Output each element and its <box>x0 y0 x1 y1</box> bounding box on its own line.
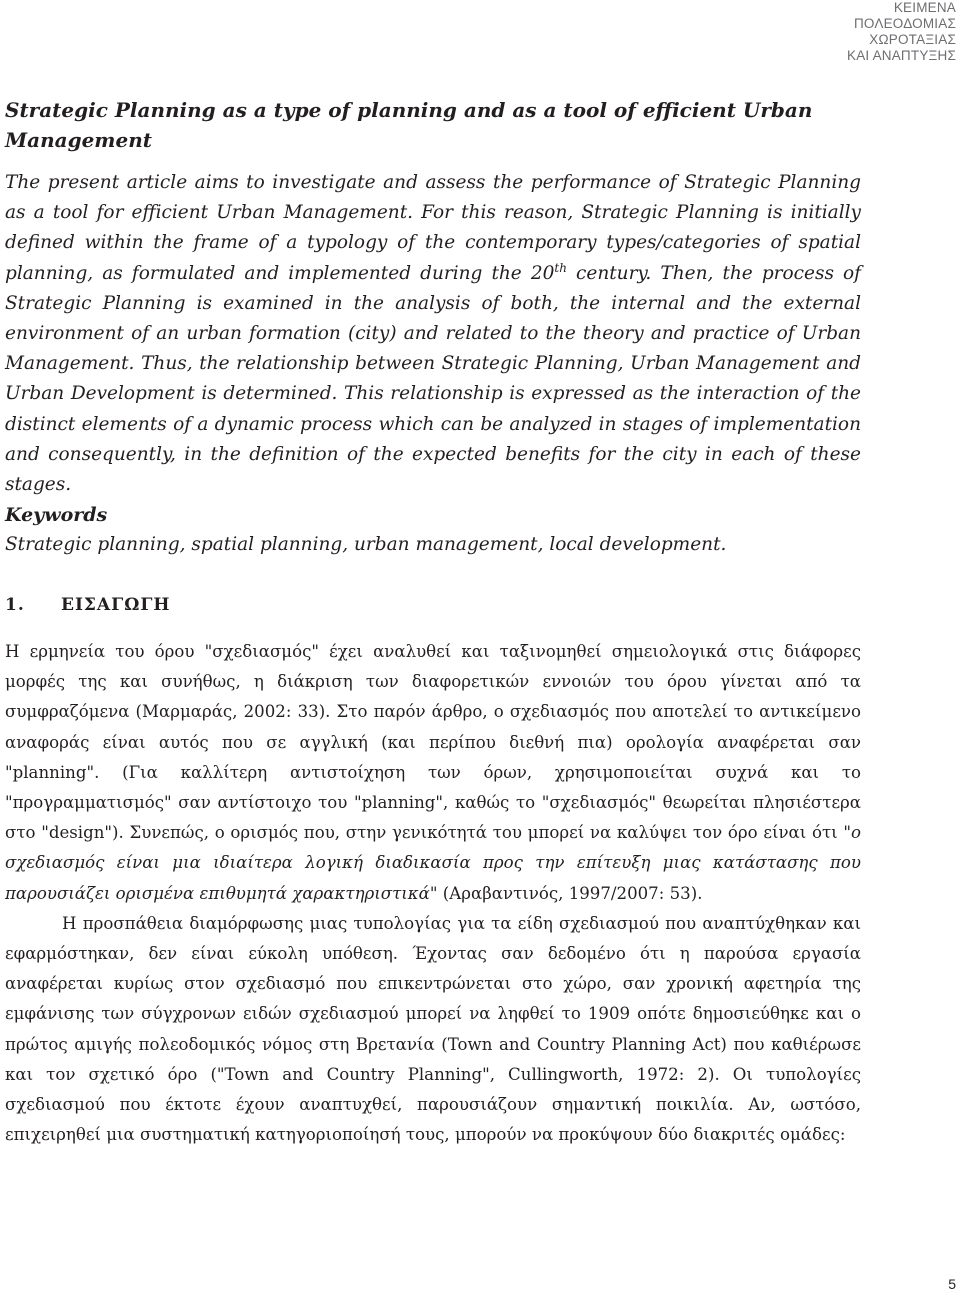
ordinal-superscript: th <box>554 260 567 275</box>
section-title: ΕΙΣΑΓΩΓΗ <box>61 595 171 615</box>
keywords-label: Keywords <box>5 504 108 527</box>
running-header-line: ΚΕΙΜΕΝΑ <box>893 0 956 15</box>
abstract-text-part2: century. Then, the process of Strategic Planning is examined in the analysis of both, the internal and the external environment of an urban formation (city) and related to the theory and practice of Urban Management. Thus, the relationship between Strategic Planning, Urban Management and Urban Development is determined. This relationship is expressed as the interaction of the distinct elements of a dynamic process which can be analyzed in stages of implementation and consequently, in the definition of the expected benefits for the city in each of these stages. <box>5 262 861 496</box>
section-heading <box>5 590 861 620</box>
page-number: 5 <box>948 1276 956 1292</box>
abstract-title: Strategic Planning as a type of planning and as a tool of efficient Urban Management <box>5 98 813 152</box>
section-number: 1. <box>5 595 25 615</box>
italic-quote: ο σχεδιασμός είναι μια ιδιαίτερα λογική διαδικασία προς την επίτευξη μιας κατάστασης που παρουσιάζει ορισμένα επιθυμητά χαρακτηριστικά <box>5 823 861 903</box>
paragraph <box>5 637 861 909</box>
abstract-body <box>5 168 861 500</box>
running-header-line: ΚΑΙ ΑΝΑΠΤΥΞΗΣ <box>847 48 956 63</box>
abstract-text-part1: The present article aims to investigate and assess the performance of Strategic Planning as a tool for efficient Urban Management. For this reason, Strategic Planning is initially defined within the frame of a typology of the contemporary types/categories of spatial planning, as formulated and implemented during the 20 <box>5 172 861 284</box>
running-header-line: ΠΟΛΕΟΔΟΜΙΑΣ <box>853 16 956 31</box>
running-header <box>847 0 956 64</box>
paragraph-text: " (Αραβαντινός, 1997/2007: 53). <box>429 883 703 903</box>
paragraph-text: Η ερμηνεία του όρου "σχεδιασμός" έχει αναλυθεί και ταξινομηθεί σημειολογικά στις διάφορες μορφές της και συνήθως, η διάκριση των διαφορετικών εννοιών του όρου γίνεται από τα συμφραζόμενα (Μαρμαράς, 2002: 33). Στο παρόν άρθρο, ο σχεδιασμός που αποτελεί το αντικείμενο αναφοράς είναι αυτός που σε αγγλική (και περίπου διεθνή πια) ορολογία αναφέρεται σαν "planning". (Για καλλίτερη αντιστοίχηση των όρων, χρησιμοποιείται συχνά και το "προγραμματισμός" σαν αντίστοιχο του "planning", καθώς το "σχεδιασμός" θεωρείται πλησιέστερα στο "design"). Συνεπώς, ο ορισμός που, στην γενικότητά του μπορεί να καλύψει τον όρο είναι ότι " <box>5 642 861 843</box>
english-abstract <box>5 95 861 560</box>
keywords-list: Strategic planning, spatial planning, urban management, local development. <box>5 534 727 556</box>
introduction-section <box>5 590 861 1150</box>
running-header-line: ΧΩΡΟΤΑΞΙΑΣ <box>869 32 956 47</box>
paragraph: Η προσπάθεια διαμόρφωσης μιας τυπολογίας για τα είδη σχεδιασμού που αναπτύχθηκαν και εφαρμόστηκαν, δεν είναι εύκολη υπόθεση. Έχοντας σαν δεδομένο ότι η παρούσα εργασία αναφέρεται κυρίως στον σχεδιασμό που επικεντρώνεται στο χώρο, σαν χρονική αφετηρία της εμφάνισης των σύγχρονων ειδών σχεδιασμού μπορεί να ληφθεί το 1909 οπότε δημοσιεύθηκε και ο πρώτος αμιγής πολεοδομικός νόμος στη Βρετανία (Town and Country Planning Act) που καθιέρωσε και τον σχετικό όρο ("Town and Country Planning", Cullingworth, 1972: 2). Οι τυπολογίες σχεδιασμού που έκτοτε έχουν αναπτυχθεί, παρουσιάζουν σημαντική ποικιλία. Αν, ωστόσο, επιχειρηθεί μια συστηματική κατηγοριοποίησή τους, μπορούν να προκύψουν δύο διακριτές ομάδες: <box>5 913 861 1145</box>
